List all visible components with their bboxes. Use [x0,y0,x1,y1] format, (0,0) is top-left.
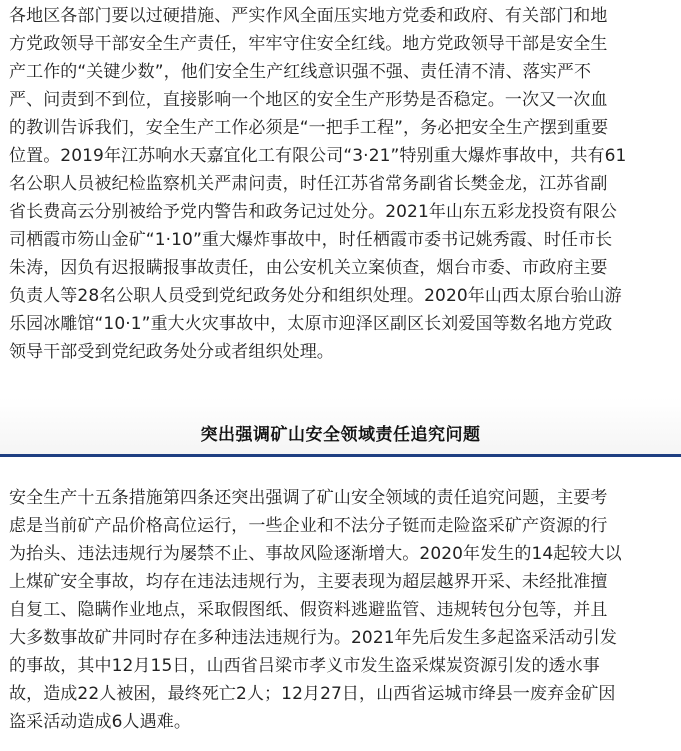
body-paragraph-2 [9,484,677,736]
paragraph-2-line: 盗采活动造成6人遇难。 [9,712,191,732]
body-paragraph-1 [9,2,677,366]
paragraph-1-line: 乐园冰雕馆“10·1”重大火灾事故中，太原市迎泽区副区长刘爱国等数名地方党政 [9,314,613,334]
section-header [0,398,681,458]
paragraph-2-line: 上煤矿安全事故，均存在违法违规行为，主要表现为超层越界开采、未经批准擅 [9,572,608,592]
paragraph-2-line: 大多数事故矿井同时存在多种违法违规行为。2021年先后发生多起盗采活动引发 [9,628,617,648]
paragraph-2-line: 故，造成22人被困，最终死亡2人；12月27日，山西省运城市绛县一废弃金矿因 [9,684,616,704]
paragraph-1-line: 的教训告诉我们，安全生产工作必须是“一把手工程”，务必把安全生产摆到重要 [9,118,609,138]
paragraph-2-line: 自复工、隐瞒作业地点，采取假图纸、假资料逃避监管、违规转包分包等，并且 [9,600,608,620]
paragraph-1-line: 位置。2019年江苏响水天嘉宜化工有限公司“3·21”特别重大爆炸事故中，共有61 [9,146,627,166]
paragraph-1-line: 朱涛，因负有迟报瞒报事故责任，由公安机关立案侦查，烟台市委、市政府主要 [9,258,608,278]
paragraph-1-line: 产工作的“关键少数”，他们安全生产红线意识强不强、责任清不清、落实严不 [9,62,592,82]
paragraph-2-line: 安全生产十五条措施第四条还突出强调了矿山安全领域的责任追究问题，主要考 [9,488,608,508]
section-title: 突出强调矿山安全领域责任追究问题 [200,425,481,445]
paragraph-1-line: 省长费高云分别被给予党内警告和政务记过处分。2021年山东五彩龙投资有限公 [9,202,617,222]
section-divider [0,454,681,457]
paragraph-1-line: 司栖霞市笏山金矿“1·10”重大爆炸事故中，时任栖霞市委书记姚秀霞、时任市长 [9,230,613,250]
paragraph-1-line: 各地区各部门要以过硬措施、严实作风全面压实地方党委和政府、有关部门和地 [9,6,608,26]
paragraph-1-line: 严、问责到不到位，直接影响一个地区的安全生产形势是否稳定。一次又一次血 [9,90,608,110]
paragraph-1-line: 负责人等28名公职人员受到党纪政务处分和组织处理。2020年山西太原台骀山游 [9,286,622,306]
paragraph-1-line: 名公职人员被纪检监察机关严肃问责，时任江苏省常务副省长樊金龙，江苏省副 [9,174,608,194]
paragraph-1-line: 方党政领导干部安全生产责任，牢牢守住安全红线。地方党政领导干部是安全生 [9,34,608,54]
paragraph-2-line: 为抬头、违法违规行为屡禁不止、事故风险逐渐增大。2020年发生的14起较大以 [9,544,622,564]
paragraph-2-line: 虑是当前矿产品价格高位运行，一些企业和不法分子铤而走险盗采矿产资源的行 [9,516,608,536]
paragraph-2-line: 的事故，其中12月15日，山西省吕梁市孝义市发生盗采煤炭资源引发的透水事 [9,656,600,676]
paragraph-1-line: 领导干部受到党纪政务处分或者组织处理。 [9,342,334,362]
